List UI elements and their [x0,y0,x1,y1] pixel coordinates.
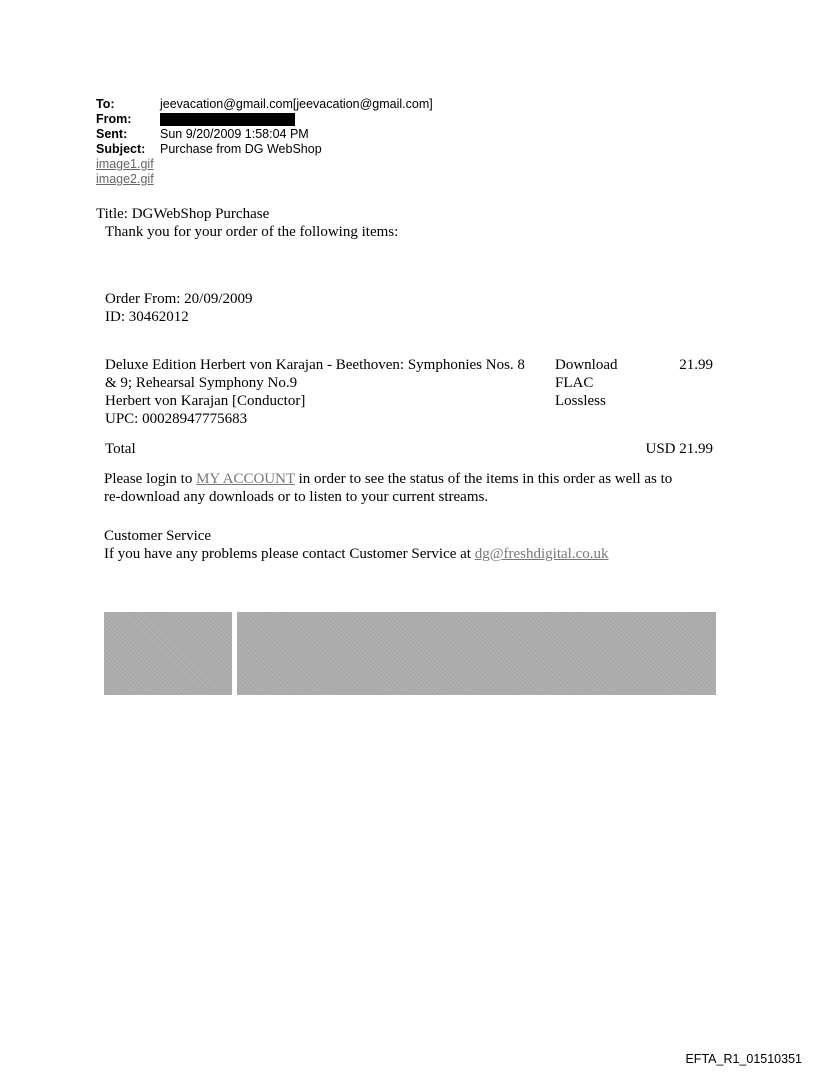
sent-value: Sun 9/20/2009 1:58:04 PM [160,127,309,141]
subject-label: Subject: [96,142,146,156]
attachment-row [96,172,433,187]
email-header [96,97,433,187]
item-description [105,356,550,428]
to-label: To: [96,97,115,111]
login-text: in order to see the status of the items in this order as well as to [294,471,673,487]
item-title-line: Deluxe Edition Herbert von Karajan - Beethoven: Symphonies Nos. 8 [105,357,525,373]
total-value: USD 21.99 [645,441,713,457]
subject-value: Purchase from DG WebShop [160,142,322,156]
attachment-link[interactable]: image2.gif [96,172,154,186]
item-title-line: & 9; Rehearsal Symphony No.9 [105,375,298,391]
login-text: Please login to [104,471,197,487]
format-line: FLAC [555,375,594,391]
from-label: From: [96,112,132,126]
login-text: re-download any downloads or to listen to your current streams. [104,489,489,505]
format-line: Lossless [555,393,606,409]
customer-service-heading: Customer Service [104,528,212,544]
image-placeholder [237,612,716,695]
from-row [96,112,433,127]
attachment-link[interactable]: image1.gif [96,157,154,171]
total-label: Total [105,441,136,457]
format-line: Download [555,357,618,373]
customer-service-line [104,545,609,563]
sent-row [96,127,433,142]
to-value: jeevacation@gmail.com[jeevacation@gmail.com] [160,97,433,111]
document-id: EFTA_R1_01510351 [685,1052,802,1066]
attachment-row [96,157,433,172]
subject-row [96,142,433,157]
email-title: Title: DGWebShop Purchase [96,206,270,222]
customer-service-text: If you have any problems please contact Customer Service at [104,546,475,562]
thanks-text: Thank you for your order of the following items: [105,224,399,240]
login-paragraph [104,470,724,506]
order-id: ID: 30462012 [105,309,189,325]
sent-label: Sent: [96,127,128,141]
support-email-link[interactable]: dg@freshdigital.co.uk [474,546,609,562]
item-upc: UPC: 00028947775683 [105,411,248,427]
redaction-block [160,113,295,126]
item-price: 21.99 [679,357,713,373]
item-artist: Herbert von Karajan [Conductor] [105,393,306,409]
order-date: Order From: 20/09/2009 [105,291,253,307]
item-format [555,356,645,410]
image-placeholder [104,612,232,695]
my-account-link[interactable]: MY ACCOUNT [196,471,295,487]
to-row [96,97,433,112]
